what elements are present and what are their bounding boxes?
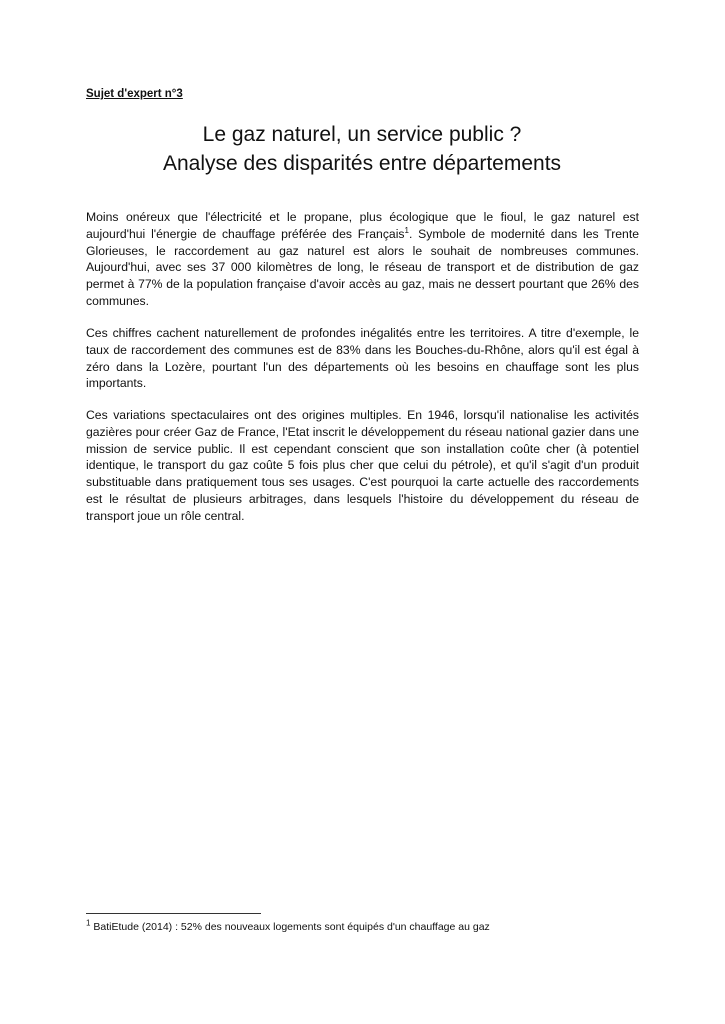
subject-label: Sujet d'expert n°3 <box>86 88 183 100</box>
footnote-divider <box>86 913 261 914</box>
footnote-text: BatiEtude (2014) : 52% des nouveaux logements sont équipés d'un chauffage au gaz <box>90 921 490 933</box>
paragraph-1-text-b: . Symbole de modernité dans les Trente Glorieuses, le raccordement au gaz naturel est alors le souhait de nombreuses communes. Aujourd'hui, avec ses 37 000 kilomètres de long, le réseau de transport et de distribution de gaz permet à 77% de la population française d'avoir accès au gaz, mais ne dessert pourtant que 26% des communes. <box>86 226 639 308</box>
footnote-reference: 1 <box>404 225 409 235</box>
paragraph-1 <box>86 209 639 310</box>
page-title-line-2: Analyse des disparités entre départements <box>162 152 562 175</box>
paragraph-2: Ces chiffres cachent naturellement de profondes inégalités entre les territoires. A titre d'exemple, le taux de raccordement des communes est de 83% dans les Bouches-du-Rhône, alors qu'il est égal à zéro dans la Lozère, pourtant l'un des départements où les besoins en chauffage sont les plus importants. <box>86 326 639 391</box>
footnote-number: 1 <box>86 918 91 928</box>
paragraph-1-text-a: Moins onéreux que l'électricité et le propane, plus écologique que le fioul, le gaz naturel est aujourd'hui l'énergie de chauffage préférée des Français <box>86 210 639 241</box>
footnote <box>86 920 490 934</box>
paragraph-3: Ces variations spectaculaires ont des origines multiples. En 1946, lorsqu'il nationalise les activités gazières pour créer Gaz de France, l'Etat inscrit le développement du réseau national gazier dans une mission de service public. Il est cependant conscient que son installation coûte cher (à potentiel identique, le transport du gaz coûte 5 fois plus cher que celui du pétrole), et qu'il s'agit d'un produit substituable dans pratiquement tous ses usages. C'est pourquoi la carte actuelle des raccordements est le résultat de plusieurs arbitrages, dans lesquels l'histoire du développement du réseau de transport joue un rôle central. <box>86 408 639 523</box>
page-title-line-1: Le gaz naturel, un service public ? <box>202 123 522 146</box>
